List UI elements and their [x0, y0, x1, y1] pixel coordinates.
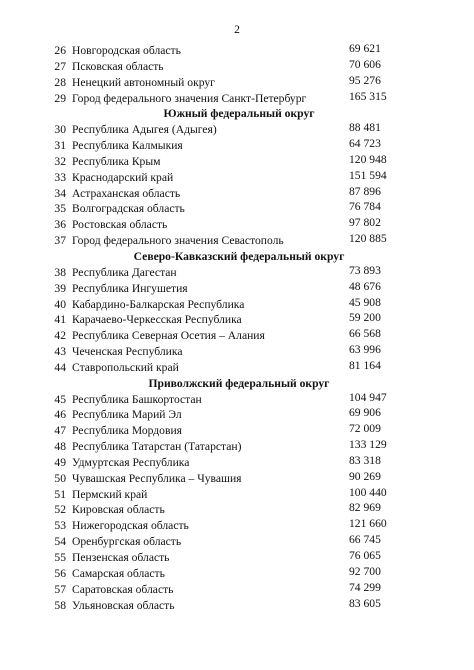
section-heading: Северо-Кавказский федеральный округ [133, 249, 345, 263]
row-number: 49 [54, 455, 66, 469]
region-name: Республика Крым [72, 154, 161, 168]
region-name: Республика Башкортостан [72, 392, 202, 406]
row-number: 51 [54, 487, 66, 501]
region-name: Саратовская область [72, 582, 174, 596]
section-heading: Приволжский федеральный округ [148, 376, 330, 390]
region-value: 82 969 [349, 501, 381, 515]
section-heading: Южный федеральный округ [163, 107, 315, 121]
row-number: 41 [54, 313, 66, 327]
region-name: Республика Дагестан [72, 265, 177, 279]
region-value: 69 906 [349, 406, 381, 420]
region-value: 63 996 [349, 343, 381, 357]
region-name: Город федерального значения Севастополь [72, 234, 284, 248]
row-number: 33 [54, 170, 66, 184]
region-value: 83 318 [349, 453, 381, 467]
region-value: 48 676 [349, 279, 381, 293]
region-name: Город федерального значения Санкт-Петербург [72, 91, 307, 105]
row-number: 44 [54, 360, 66, 374]
region-value: 81 164 [349, 358, 381, 372]
table-row [43, 360, 435, 376]
region-name: Астраханская область [72, 186, 181, 200]
row-number: 54 [54, 535, 66, 549]
region-value: 121 660 [349, 517, 387, 531]
row-number: 57 [54, 582, 66, 596]
region-value: 45 908 [349, 295, 381, 309]
region-value: 95 276 [349, 73, 381, 87]
row-number: 40 [54, 297, 66, 311]
region-name: Оренбургская область [72, 535, 182, 549]
region-value: 90 269 [349, 469, 381, 483]
region-name: Псковская область [72, 59, 164, 73]
row-number: 58 [54, 598, 66, 612]
row-number: 43 [54, 345, 66, 359]
region-name: Республика Мордовия [72, 424, 182, 438]
region-value: 74 299 [349, 580, 381, 594]
table-row [43, 91, 435, 107]
region-name: Кабардино-Балкарская Республика [72, 297, 245, 311]
region-value: 92 700 [349, 564, 381, 578]
region-name: Республика Ингушетия [72, 281, 188, 295]
row-number: 30 [54, 123, 66, 137]
row-number: 42 [54, 329, 66, 343]
region-name: Ненецкий автономный округ [72, 75, 215, 89]
region-name: Республика Адыгея (Адыгея) [72, 123, 217, 137]
row-number: 31 [54, 139, 66, 153]
region-name: Пензенская область [72, 551, 170, 564]
region-value: 87 896 [349, 184, 381, 198]
row-number: 29 [54, 91, 66, 105]
row-number: 45 [54, 392, 66, 406]
region-name: Ростовская область [72, 218, 168, 232]
region-name: Удмуртская Республика [72, 455, 190, 469]
row-number: 28 [54, 75, 66, 89]
page-number: 2 [234, 24, 240, 36]
table-row [43, 233, 435, 249]
region-value: 66 568 [349, 327, 381, 341]
region-name: Чувашская Республика – Чувашия [72, 471, 242, 485]
row-number: 46 [54, 408, 66, 422]
row-number: 35 [54, 202, 66, 216]
row-number: 26 [54, 44, 66, 57]
region-value: 76 784 [349, 200, 381, 214]
table-row [43, 598, 435, 614]
region-value: 70 606 [349, 57, 381, 71]
region-value: 100 440 [349, 485, 387, 499]
row-number: 38 [54, 265, 66, 279]
region-name: Республика Татарстан (Татарстан) [72, 440, 242, 454]
region-value: 133 129 [349, 438, 387, 452]
row-number: 53 [54, 519, 66, 533]
region-value: 97 802 [349, 216, 381, 230]
region-name: Республика Северная Осетия – Алания [72, 329, 265, 343]
region-value: 88 481 [349, 121, 381, 135]
region-value: 69 621 [349, 42, 381, 55]
region-table [43, 43, 435, 613]
region-name: Самарская область [72, 566, 165, 580]
region-name: Волгоградская область [72, 202, 185, 216]
row-number: 34 [54, 186, 66, 200]
region-name: Чеченская Республика [72, 345, 183, 359]
region-value: 104 947 [349, 390, 387, 404]
row-number: 56 [54, 566, 66, 580]
region-value: 59 200 [349, 311, 381, 325]
row-number: 36 [54, 218, 66, 232]
row-number: 47 [54, 424, 66, 438]
region-value: 83 605 [349, 596, 381, 610]
region-name: Новгородская область [72, 44, 181, 57]
region-value: 72 009 [349, 422, 381, 436]
region-value: 66 745 [349, 533, 381, 547]
region-name: Нижегородская область [72, 519, 189, 533]
region-name: Краснодарский край [72, 170, 174, 184]
region-value: 76 065 [349, 549, 381, 562]
region-value: 120 885 [349, 232, 387, 246]
region-value: 165 315 [349, 89, 387, 103]
region-value: 73 893 [349, 263, 381, 277]
region-name: Карачаево-Черкесская Республика [72, 313, 242, 327]
region-name: Республика Марий Эл [72, 408, 182, 422]
row-number: 37 [54, 234, 66, 248]
region-name: Ставропольский край [72, 360, 179, 374]
region-value: 64 723 [349, 137, 381, 151]
row-number: 32 [54, 154, 66, 168]
region-value: 120 948 [349, 152, 387, 166]
region-name: Пермский край [72, 487, 148, 501]
row-number: 39 [54, 281, 66, 295]
row-number: 50 [54, 471, 66, 485]
region-name: Республика Калмыкия [72, 139, 183, 153]
row-number: 27 [54, 59, 66, 73]
region-name: Ульяновская область [72, 598, 175, 612]
row-number: 52 [54, 503, 66, 517]
row-number: 48 [54, 440, 66, 454]
region-value: 151 594 [349, 168, 387, 182]
row-number: 55 [54, 551, 66, 564]
region-name: Кировская область [72, 503, 165, 517]
